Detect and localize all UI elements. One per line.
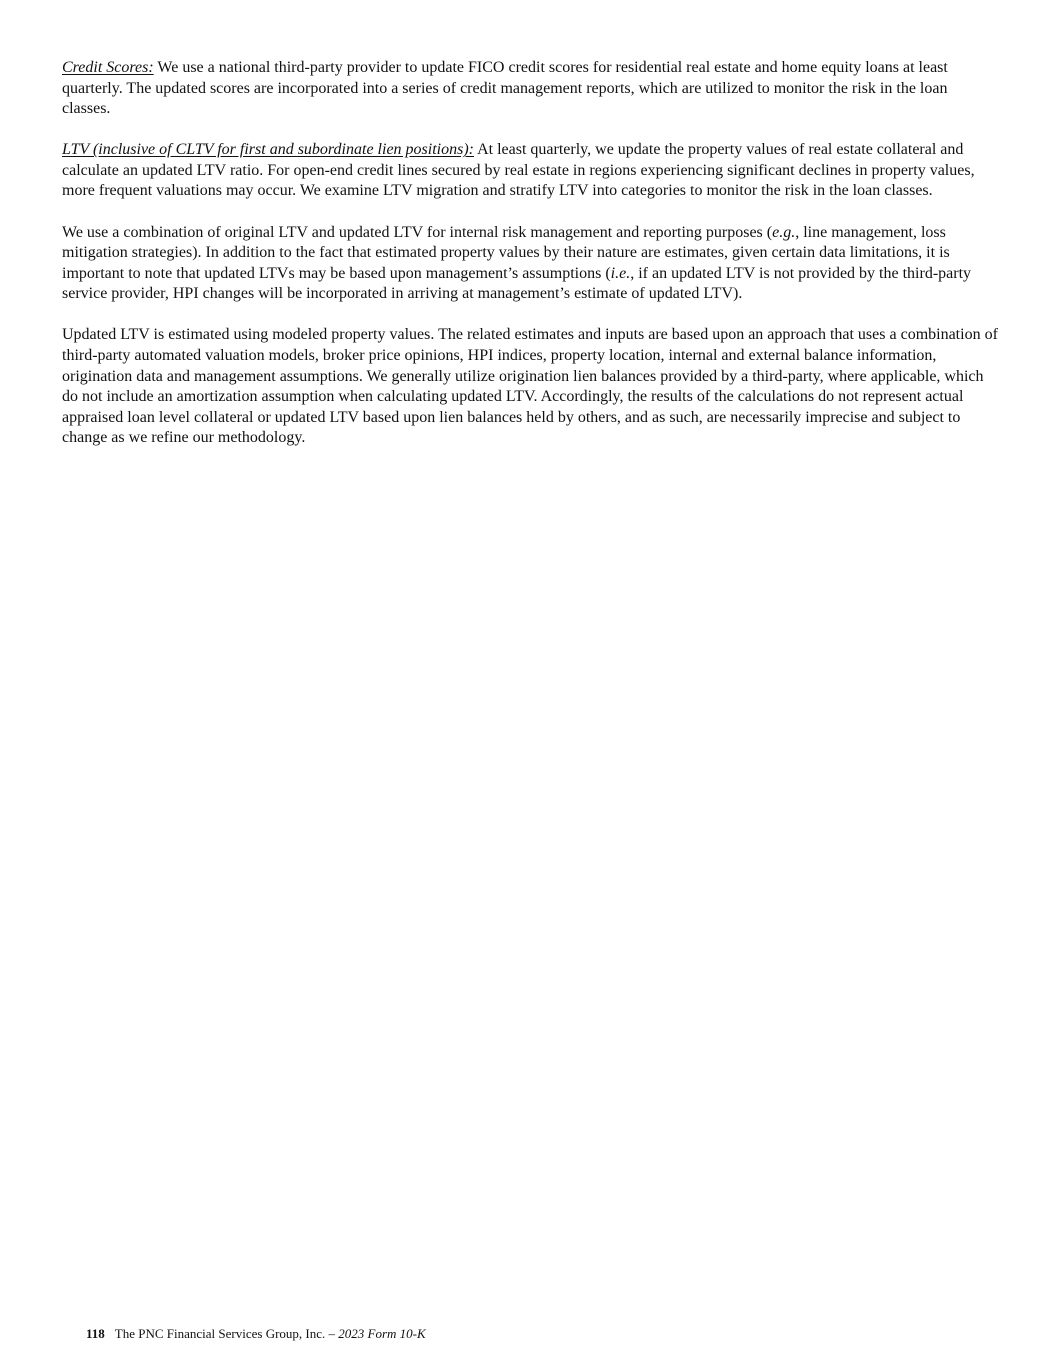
combination-text-2: , line management, loss mitigation strategies). In addition to the fact that estimated property values by their nature are estimates, given certain data limitations, it is important to note that updated LTVs may be based upon management’s assumptions (	[62, 223, 950, 282]
ltv-heading: LTV (inclusive of CLTV for first and subordinate lien positions):	[62, 141, 474, 159]
ie-abbreviation: i.e.	[610, 264, 631, 282]
combination-text-1: We use a combination of original LTV and updated LTV for internal risk management and reporting purposes (	[62, 223, 773, 241]
updated-ltv-text: Updated LTV is estimated using modeled property values. The related estimates and inputs are based upon an approach that uses a combination of third-party automated valuation models, broker price opinions, HPI indices, property location, internal and external balance information, origination data and management assumptions. We generally utilize origination lien balances provided by a third-party, where applicable, which do not include an amortization assumption when calculating updated LTV. Accordingly, the results of the calculations do not represent actual appraised loan level collateral or updated LTV based upon lien balances held by others, and as such, are necessarily imprecise and subject to change as we refine our methodology.	[62, 326, 998, 447]
ltv-combination-paragraph	[62, 223, 998, 305]
credit-scores-heading: Credit Scores:	[62, 59, 154, 76]
credit-scores-paragraph	[62, 58, 998, 120]
company-name: The PNC Financial Services Group, Inc. –	[114, 1326, 339, 1341]
updated-ltv-paragraph	[62, 325, 998, 449]
document-body	[62, 58, 998, 470]
credit-scores-text: We use a national third-party provider to update FICO credit scores for residential real estate and home equity loans at least quarterly. The updated scores are incorporated into a series of credit management reports, which are utilized to monitor the risk in the loan classes.	[62, 59, 948, 118]
combination-text-3: , if an updated LTV is not provided by the third-party service provider, HPI changes will be incorporated in arriving at management’s estimate of updated LTV).	[62, 264, 972, 303]
form-label: 2023 Form 10-K	[338, 1326, 426, 1341]
ltv-paragraph	[62, 140, 998, 202]
page-number: 118	[86, 1326, 105, 1341]
eg-abbreviation: e.g.	[772, 223, 796, 241]
ltv-text: At least quarterly, we update the property values of real estate collateral and calculate an updated LTV ratio. For open-end credit lines secured by real estate in regions experiencing significant declines in property values, more frequent valuations may occur. We examine LTV migration and stratify LTV into categories to monitor the risk in the loan classes.	[62, 141, 975, 200]
page-footer	[86, 1326, 426, 1342]
